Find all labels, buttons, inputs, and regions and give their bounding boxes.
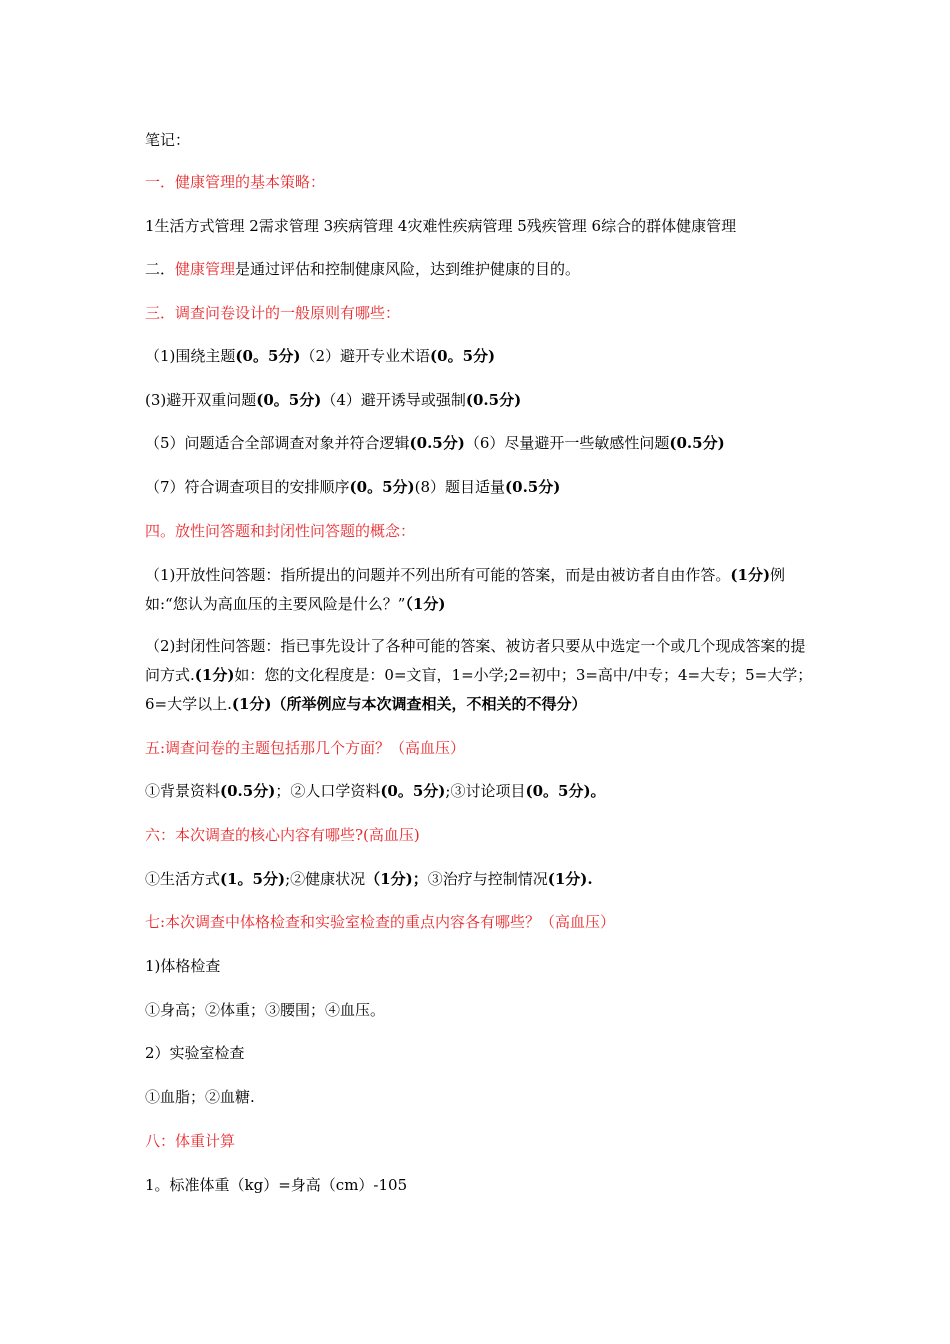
score-label: (0。5分) xyxy=(380,782,446,800)
section-8-heading: 八：体重计算 xyxy=(145,1132,236,1150)
principle-text: （4）避开诱导或强制 xyxy=(321,391,466,409)
section-3-row-1 xyxy=(145,342,495,371)
section-2-text xyxy=(145,255,580,284)
section-4-paragraph-2 xyxy=(145,632,817,719)
score-label: （1分) xyxy=(405,595,446,613)
score-label: (0。5分) xyxy=(235,347,301,365)
section-3-heading: 三．调查问卷设计的一般原则有哪些： xyxy=(145,304,401,322)
item-text: ③治疗与控制情况 xyxy=(427,870,548,888)
score-label: （1分)； xyxy=(365,870,428,888)
section-4-paragraph-1 xyxy=(145,561,817,619)
section-3-row-2 xyxy=(145,386,521,415)
section-5-heading: 五:调查问卷的主题包括那几个方面？（高血压） xyxy=(145,739,466,757)
section-7-subheading-2: 2）实验室检查 xyxy=(145,1044,245,1062)
section-7-heading: 七:本次调查中体格检查和实验室检查的重点内容各有哪些？（高血压） xyxy=(145,913,616,931)
score-label: (0。5分) xyxy=(256,391,322,409)
doc-title: 笔记： xyxy=(145,131,191,149)
example-text: 例如:“您认为高血压的主要风险是什么？” xyxy=(145,566,786,613)
score-label: (1分) xyxy=(730,566,771,584)
item-text: ;②健康状况 xyxy=(285,870,366,888)
item-text: ①背景资料 xyxy=(145,782,221,800)
item-text: ；②人口学资料 xyxy=(275,782,381,800)
principle-text: (3)避开双重问题 xyxy=(145,391,257,409)
principle-text: (8）题目适量 xyxy=(414,478,506,496)
score-label: (0。5分)。 xyxy=(525,782,606,800)
section-1-text: 1生活方式管理 2需求管理 3疾病管理 4灾难性疾病管理 5残疾管理 6综合的群体健康管理 xyxy=(145,217,737,235)
score-label: (0.5分) xyxy=(505,478,561,496)
item-text: ;③讨论项目 xyxy=(445,782,526,800)
section-3-row-3 xyxy=(145,429,725,458)
score-label: (0.5分) xyxy=(465,391,522,409)
section-7-subheading-1: 1)体格检查 xyxy=(145,957,221,975)
section-5-line xyxy=(145,777,606,806)
section-7-items-1: ①身高；②体重；③腰围；④血压。 xyxy=(145,1001,386,1019)
score-label: (0。5分) xyxy=(430,347,496,365)
score-label: (1分) xyxy=(231,695,272,713)
score-label: (0.5分) xyxy=(409,434,465,452)
score-label: (0.5分) xyxy=(220,782,276,800)
definition-text: （2)封闭性问答题：指已事先设计了各种可能的答案、被访者只要从中选定一个或几个现成答案的提问方式. xyxy=(145,637,806,684)
principle-text: （2）避开专业术语 xyxy=(300,347,431,365)
section-2-num: 二． xyxy=(145,260,176,278)
principle-text: （7）符合调查项目的安排顺序 xyxy=(145,478,350,496)
item-text: ①生活方式 xyxy=(145,870,221,888)
definition-text: （1)开放性问答题：指所提出的问题并不列出所有可能的答案，而是由被访者自由作答。 xyxy=(145,566,731,584)
section-4-heading: 四。放性问答题和封闭性问答题的概念： xyxy=(145,522,416,540)
score-label: (1分) xyxy=(194,666,235,684)
section-8-line-1: 1。标准体重（kg）=身高（cm）-105 xyxy=(145,1176,408,1194)
score-label: (1。5分) xyxy=(220,870,286,888)
section-6-heading: 六：本次调查的核心内容有哪些?(高血压) xyxy=(145,826,420,844)
section-6-line xyxy=(145,865,593,894)
principle-text: （6）尽量避开一些敏感性问题 xyxy=(464,434,670,452)
section-7-items-2: ①血脂；②血糖. xyxy=(145,1088,255,1106)
section-2-rest: 是通过评估和控制健康风险，达到维护健康的目的。 xyxy=(235,260,581,278)
score-label: (0。5分) xyxy=(349,478,415,496)
principle-text: （5）问题适合全部调查对象并符合逻辑 xyxy=(145,434,410,452)
score-label: (1分). xyxy=(547,870,593,888)
example-text: 如：您的文化程度是：0=文盲，1=小学;2=初中；3=高中/中专；4=大专；5=大学；6=大学以上. xyxy=(145,666,813,713)
section-3-row-4 xyxy=(145,473,560,502)
section-2-term: 健康管理 xyxy=(175,260,236,278)
grading-note: （所举例应与本次调查相关，不相关的不得分） xyxy=(271,695,587,713)
score-label: (0.5分) xyxy=(669,434,725,452)
section-1-heading: 一．健康管理的基本策略： xyxy=(145,173,326,191)
principle-text: （1)围绕主题 xyxy=(145,347,236,365)
